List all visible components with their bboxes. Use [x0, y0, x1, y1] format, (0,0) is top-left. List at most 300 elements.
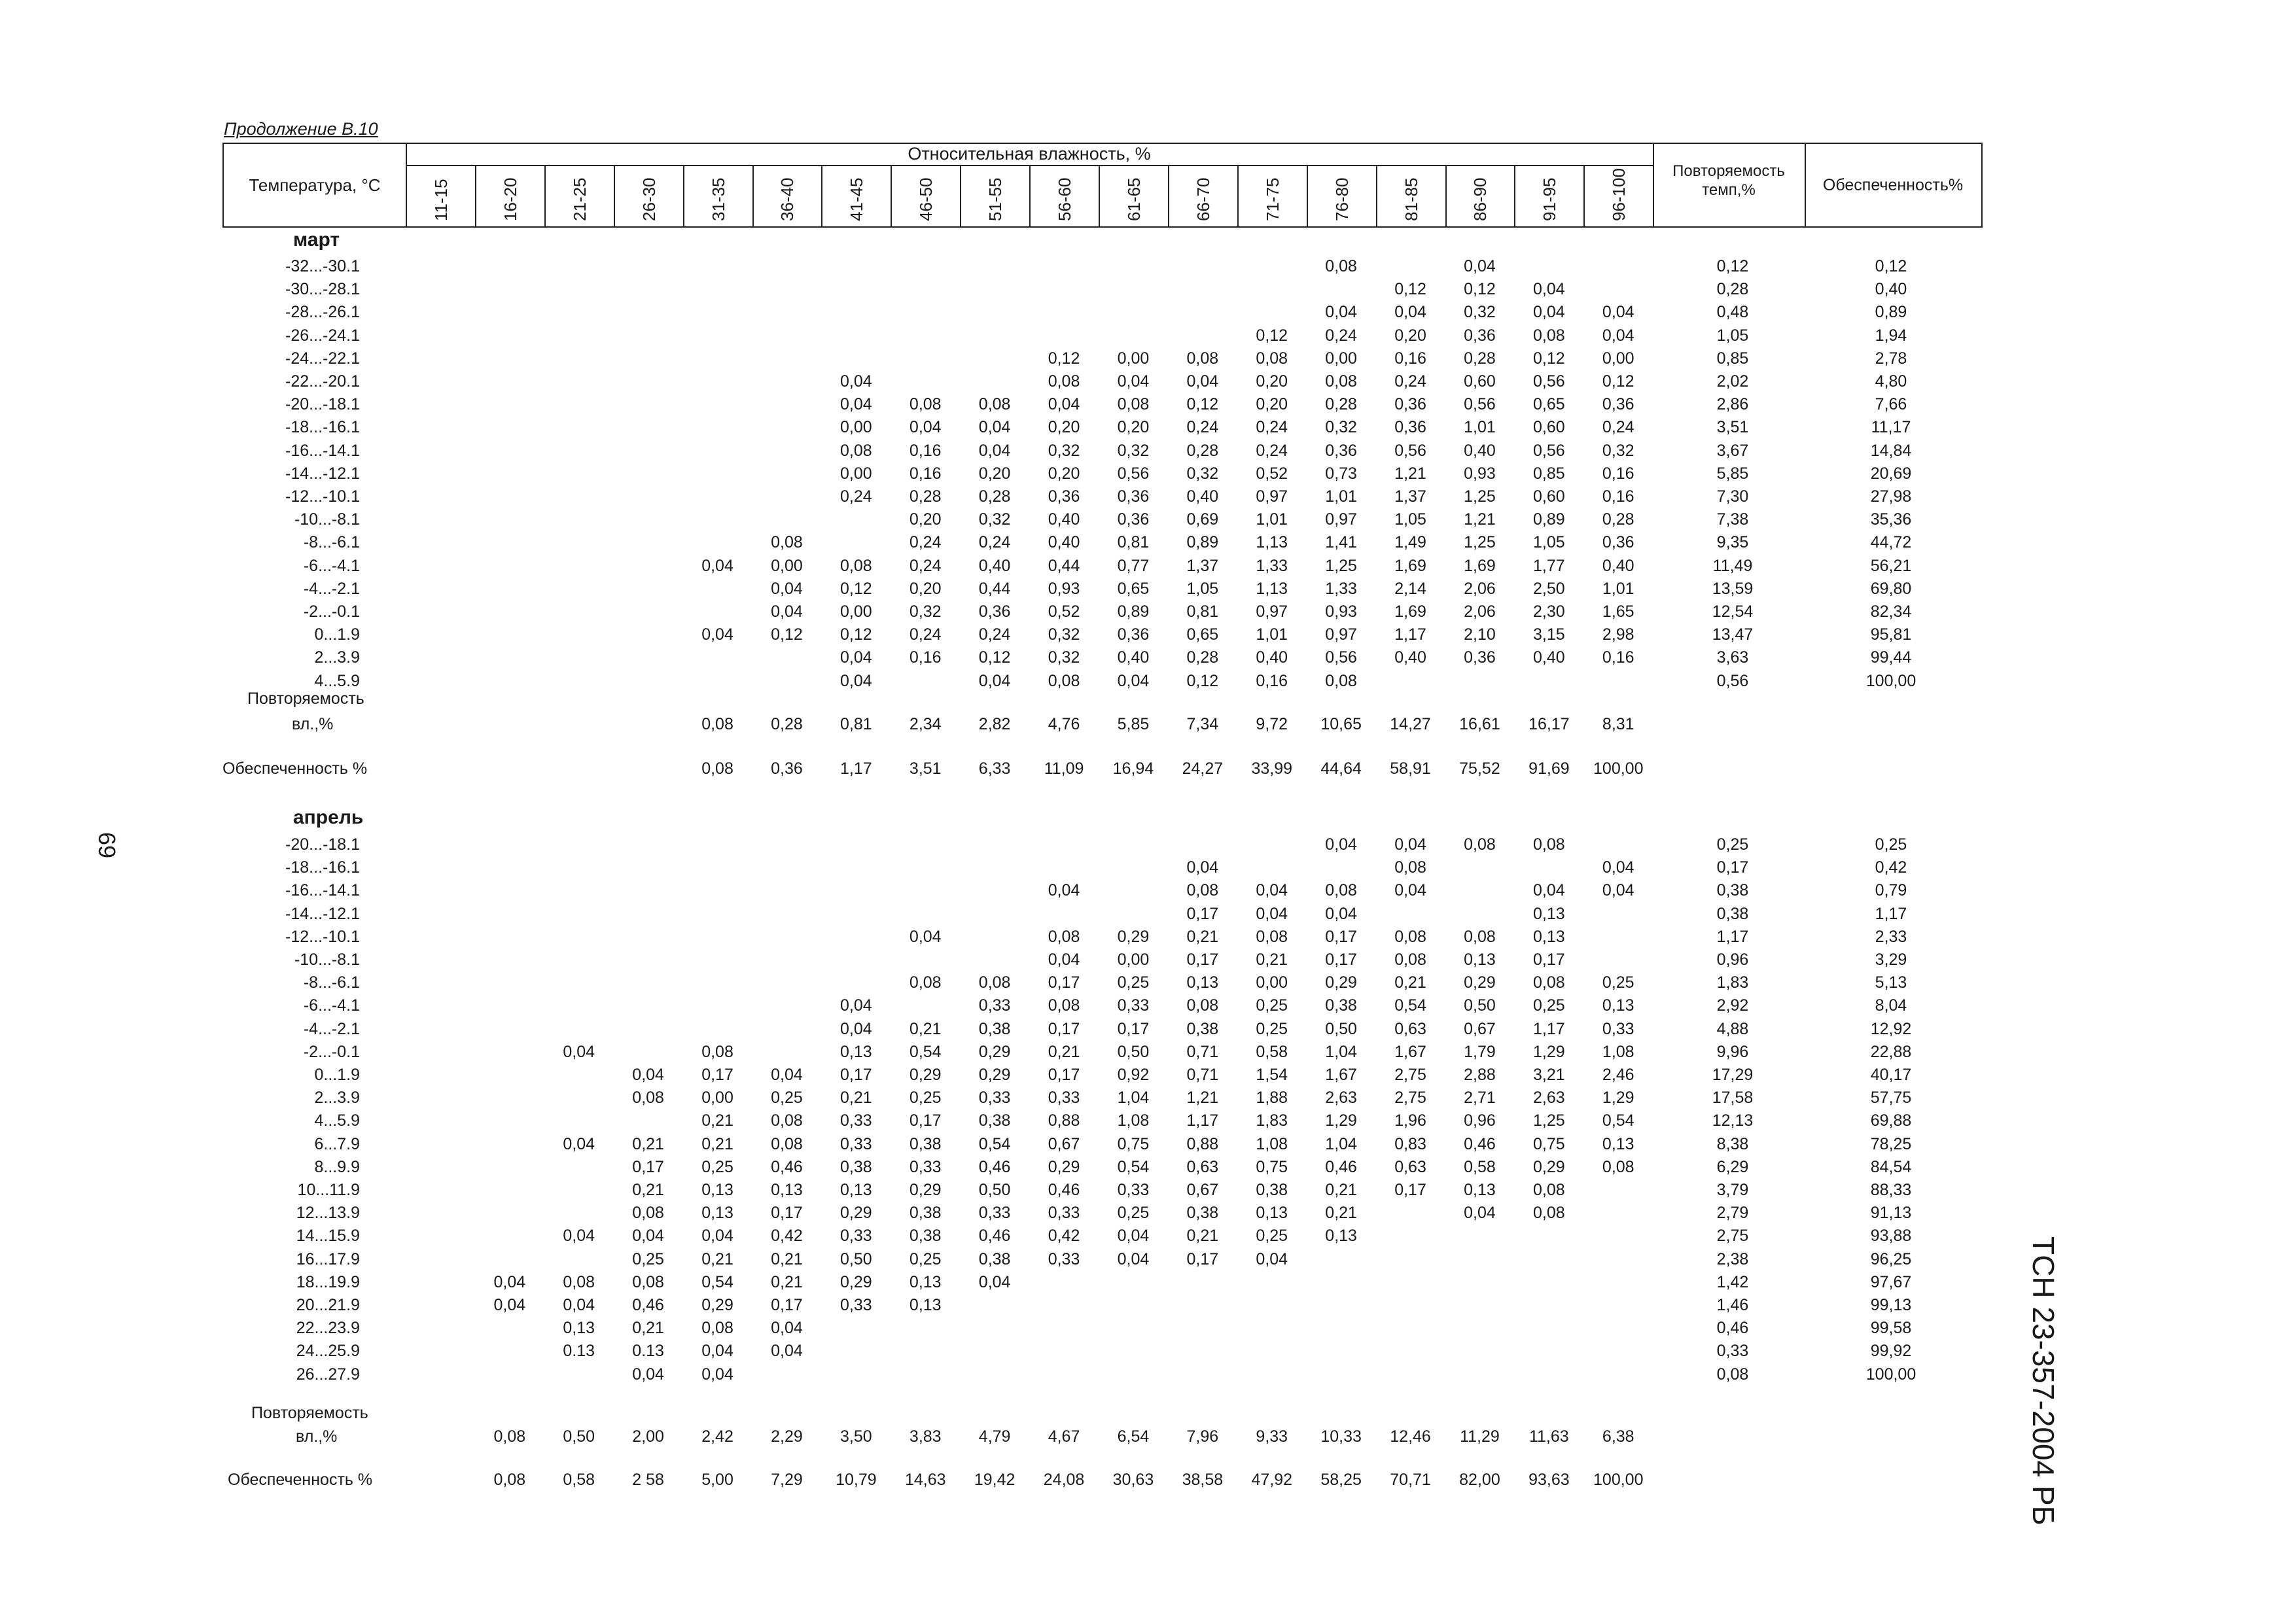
- row-temperature: -16...-14.1: [285, 441, 360, 460]
- table-cell: 0,20: [1117, 418, 1150, 437]
- coverage-value: 16,94: [1112, 759, 1154, 778]
- row-coverage: 99,13: [1870, 1296, 1912, 1314]
- row-coverage: 4,80: [1875, 372, 1907, 391]
- table-cell: 0,00: [771, 556, 803, 575]
- repeatability-value: 10,65: [1320, 715, 1362, 733]
- table-cell: 0,13: [909, 1296, 942, 1314]
- table-cell: 0,04: [1256, 904, 1288, 923]
- table-caption: Продолжение В.10: [224, 119, 378, 139]
- row-repeatability: 3,51: [1716, 418, 1749, 437]
- repeatability-value: 9,33: [1256, 1427, 1288, 1446]
- table-cell: 0,17: [632, 1157, 664, 1176]
- header-repeatability: [1653, 162, 1805, 200]
- table-cell: 0,17: [1186, 951, 1219, 969]
- table-cell: 0,54: [1117, 1157, 1150, 1176]
- repeatability-value: 0,08: [701, 715, 733, 733]
- table-cell: 1,49: [1394, 533, 1426, 552]
- table-cell: 0,13: [1533, 927, 1565, 946]
- table-cell: 0,50: [1464, 996, 1496, 1015]
- coverage-value: 0,36: [771, 759, 803, 778]
- table-cell: 0,20: [1256, 372, 1288, 391]
- repeatability-value: 16,61: [1459, 715, 1500, 733]
- table-cell: 0,38: [909, 1204, 942, 1223]
- table-cell: 0.13: [563, 1342, 595, 1361]
- table-cell: 0,65: [1186, 625, 1219, 644]
- row-coverage: 12,92: [1870, 1019, 1912, 1038]
- coverage-value: 19,42: [974, 1471, 1016, 1489]
- table-cell: 0,67: [1464, 1019, 1496, 1038]
- table-cell: 3,15: [1533, 625, 1565, 644]
- table-cell: 0,58: [1256, 1042, 1288, 1061]
- table-cell: 0,40: [1186, 487, 1219, 506]
- table-cell: 1,01: [1256, 625, 1288, 644]
- table-cell: 0,04: [1464, 257, 1496, 275]
- table-cell: 0,36: [1117, 487, 1150, 506]
- row-coverage: 8,04: [1875, 996, 1907, 1015]
- table-cell: 0,04: [632, 1227, 664, 1246]
- row-repeatability: 8,38: [1716, 1134, 1749, 1153]
- row-repeatability: 3,63: [1716, 648, 1749, 667]
- table-cell: 1,25: [1533, 1111, 1565, 1130]
- table-cell: 0,04: [1186, 858, 1219, 877]
- table-cell: 0,04: [1186, 372, 1219, 391]
- table-cell: 0,08: [1533, 835, 1565, 854]
- coverage-value: 3,51: [909, 759, 942, 778]
- table-cell: 0,13: [840, 1042, 872, 1061]
- table-cell: 0,46: [1464, 1134, 1496, 1153]
- row-repeatability: 7,38: [1716, 510, 1749, 529]
- table-cell: 0,33: [840, 1296, 872, 1314]
- table-cell: 0,38: [978, 1019, 1011, 1038]
- row-repeatability: 17,58: [1712, 1089, 1754, 1108]
- table-cell: 0,21: [1256, 951, 1288, 969]
- row-temperature: 4...5.9: [314, 1111, 360, 1130]
- row-temperature: -28...-26.1: [285, 303, 360, 322]
- table-cell: 0,29: [1533, 1157, 1565, 1176]
- row-temperature: 14...15.9: [296, 1227, 360, 1246]
- table-cell: 0,04: [1117, 1249, 1150, 1268]
- repeatability-value: 7,96: [1186, 1427, 1219, 1446]
- table-cell: 0,08: [1186, 349, 1219, 368]
- table-cell: 0,20: [1256, 395, 1288, 414]
- coverage-value: 58,25: [1320, 1471, 1362, 1489]
- table-cell: 0,13: [1325, 1227, 1357, 1246]
- row-temperature: 24...25.9: [296, 1342, 360, 1361]
- table-cell: 0,04: [563, 1134, 595, 1153]
- table-cell: 0,38: [1256, 1181, 1288, 1199]
- table-cell: 0,21: [1186, 1227, 1219, 1246]
- table-cell: 1,69: [1394, 556, 1426, 575]
- table-cell: 0,28: [1464, 349, 1496, 368]
- table-cell: 0,20: [1048, 464, 1080, 483]
- table-cell: 0,58: [1464, 1157, 1496, 1176]
- page-number: 69: [94, 832, 120, 859]
- table-cell: 0,29: [1325, 973, 1357, 992]
- table-cell: 0.13: [632, 1342, 664, 1361]
- table-cell: 0,81: [1117, 533, 1150, 552]
- row-coverage: 56,21: [1870, 556, 1912, 575]
- table-cell: 0,20: [978, 464, 1011, 483]
- repeatability-value: 6,38: [1602, 1427, 1634, 1446]
- table-cell: 0,04: [701, 556, 733, 575]
- table-cell: 0,17: [1117, 1019, 1150, 1038]
- row-coverage: 99,58: [1870, 1319, 1912, 1338]
- table-cell: 0,32: [1048, 648, 1080, 667]
- repeatability-value: 2,82: [978, 715, 1011, 733]
- table-cell: 2,63: [1533, 1089, 1565, 1108]
- row-temperature: 2...3.9: [314, 648, 360, 667]
- row-coverage: 0,79: [1875, 881, 1907, 900]
- row-temperature: -6...-4.1: [303, 556, 360, 575]
- table-cell: 0,16: [1602, 464, 1634, 483]
- repeatability-value: 2,34: [909, 715, 942, 733]
- table-cell: 0,21: [1325, 1204, 1357, 1223]
- table-cell: 0,04: [1325, 303, 1357, 322]
- table-cell: 0,17: [1394, 1181, 1426, 1199]
- table-cell: 1,25: [1325, 556, 1357, 575]
- table-cell: 0,21: [771, 1249, 803, 1268]
- table-cell: 2,46: [1602, 1066, 1634, 1084]
- coverage-value: 100,00: [1593, 759, 1644, 778]
- table-cell: 0,20: [909, 510, 942, 529]
- header-divider: [1514, 165, 1515, 228]
- header-temperature: Температура, °С: [249, 175, 381, 195]
- row-repeatability: 2,02: [1716, 372, 1749, 391]
- row-repeatability: 7,30: [1716, 487, 1749, 506]
- table-cell: 0,38: [840, 1157, 872, 1176]
- table-cell: 0,33: [909, 1157, 942, 1176]
- table-cell: 0,46: [632, 1296, 664, 1314]
- table-cell: 0,13: [840, 1181, 872, 1199]
- table-cell: 0,12: [1048, 349, 1080, 368]
- row-repeatability: 0,38: [1716, 881, 1749, 900]
- row-coverage: 5,13: [1875, 973, 1907, 992]
- row-temperature: -14...-12.1: [285, 464, 360, 483]
- table-cell: 0,33: [1048, 1249, 1080, 1268]
- row-temperature: -30...-28.1: [285, 280, 360, 299]
- row-temperature: -10...-8.1: [294, 510, 360, 529]
- table-cell: 0,00: [701, 1089, 733, 1108]
- table-cell: 0,88: [1048, 1111, 1080, 1130]
- table-cell: 0,93: [1325, 602, 1357, 621]
- table-cell: 0,04: [771, 602, 803, 621]
- document-code: ТСН 23-357-2004 РБ: [2026, 1236, 2060, 1526]
- row-temperature: 26...27.9: [296, 1365, 360, 1384]
- table-cell: 0,04: [493, 1272, 526, 1291]
- table-cell: 0,32: [1325, 418, 1357, 437]
- row-repeatability: 1,42: [1716, 1272, 1749, 1291]
- table-cell: 0,28: [1602, 510, 1634, 529]
- table-cell: 0,40: [978, 556, 1011, 575]
- table-cell: 0,04: [563, 1296, 595, 1314]
- table-cell: 0,17: [771, 1204, 803, 1223]
- table-cell: 1,37: [1394, 487, 1426, 506]
- table-cell: 0,32: [978, 510, 1011, 529]
- table-cell: 0,38: [909, 1134, 942, 1153]
- table-cell: 0,08: [1117, 395, 1150, 414]
- table-cell: 0,36: [1048, 487, 1080, 506]
- table-cell: 0,75: [1256, 1157, 1288, 1176]
- table-cell: 0,08: [978, 395, 1011, 414]
- table-cell: 2,88: [1464, 1066, 1496, 1084]
- repeatability-value: 3,83: [909, 1427, 942, 1446]
- header-divider: [1099, 165, 1100, 228]
- table-cell: 0,04: [493, 1296, 526, 1314]
- table-cell: 1,65: [1602, 602, 1634, 621]
- table-cell: 0,25: [1256, 996, 1288, 1015]
- header-col-16-20: 16-20: [500, 177, 520, 221]
- table-cell: 0,44: [978, 579, 1011, 598]
- table-cell: 0,16: [909, 441, 942, 460]
- table-cell: 0,04: [1325, 904, 1357, 923]
- table-cell: 0,00: [840, 464, 872, 483]
- table-cell: 1,83: [1256, 1111, 1288, 1130]
- table-cell: 0,08: [840, 556, 872, 575]
- table-cell: 0,21: [632, 1319, 664, 1338]
- header-col-61-65: 61-65: [1123, 177, 1144, 221]
- row-temperature: -12...-10.1: [285, 487, 360, 506]
- table-cell: 0,04: [1394, 881, 1426, 900]
- table-cell: 0,04: [563, 1227, 595, 1246]
- coverage-value: 1,17: [840, 759, 872, 778]
- table-cell: 0,08: [771, 1111, 803, 1130]
- row-temperature: -26...-24.1: [285, 326, 360, 345]
- repeatability-value: 2,29: [771, 1427, 803, 1446]
- table-cell: 0,32: [1117, 441, 1150, 460]
- header-divider: [475, 165, 476, 228]
- repeatability-value: 0,28: [771, 715, 803, 733]
- header-repeatability-label: Повторяемость темп,%: [1672, 162, 1785, 199]
- table-cell: 0,04: [1256, 1249, 1288, 1268]
- repeatability-value: 11,63: [1528, 1427, 1569, 1446]
- table-cell: 0,17: [1048, 1019, 1080, 1038]
- table-cell: 0,63: [1394, 1019, 1426, 1038]
- row-coverage: 44,72: [1870, 533, 1912, 552]
- table-cell: 0,16: [1394, 349, 1426, 368]
- row-repeatability: 1,05: [1716, 326, 1749, 345]
- table-cell: 0,38: [1186, 1204, 1219, 1223]
- row-repeatability: 1,17: [1716, 927, 1749, 946]
- table-cell: 0,40: [1048, 510, 1080, 529]
- table-cell: 0,73: [1325, 464, 1357, 483]
- row-repeatability: 2,86: [1716, 395, 1749, 414]
- table-cell: 0,24: [909, 533, 942, 552]
- coverage-value: 24,27: [1182, 759, 1224, 778]
- table-cell: 0,17: [1048, 1066, 1080, 1084]
- repeatability-value: 10,33: [1320, 1427, 1362, 1446]
- table-cell: 0,12: [978, 648, 1011, 667]
- row-temperature: -24...-22.1: [285, 349, 360, 368]
- table-cell: 0,04: [1533, 881, 1565, 900]
- row-coverage: 14,84: [1870, 441, 1912, 460]
- table-cell: 0,12: [1533, 349, 1565, 368]
- table-cell: 0,08: [1048, 372, 1080, 391]
- table-cell: 0,54: [978, 1134, 1011, 1153]
- table-cell: 0,29: [1048, 1157, 1080, 1176]
- table-cell: 0,12: [1186, 395, 1219, 414]
- table-cell: 0,28: [1186, 441, 1219, 460]
- coverage-value: 82,00: [1459, 1471, 1500, 1489]
- table-cell: 0,04: [1533, 280, 1565, 299]
- table-cell: 0,24: [1394, 372, 1426, 391]
- header-divider: [891, 165, 892, 228]
- table-cell: 0,04: [632, 1365, 664, 1384]
- repeatability-value: 4,76: [1048, 715, 1080, 733]
- table-cell: 0,29: [978, 1066, 1011, 1084]
- table-cell: 0,04: [1256, 881, 1288, 900]
- table-cell: 1,04: [1117, 1089, 1150, 1108]
- repeatability-unit: вл.,%: [296, 1427, 338, 1446]
- table-cell: 0,25: [632, 1249, 664, 1268]
- table-cell: 0,04: [1464, 1204, 1496, 1223]
- table-cell: 0,04: [632, 1066, 664, 1084]
- table-cell: 0,28: [1325, 395, 1357, 414]
- table-cell: 0,00: [1117, 349, 1150, 368]
- repeatability-value: 12,46: [1390, 1427, 1431, 1446]
- table-cell: 0,93: [1464, 464, 1496, 483]
- row-coverage: 88,33: [1870, 1181, 1912, 1199]
- header-divider: [1445, 165, 1447, 228]
- table-cell: 0,13: [1533, 904, 1565, 923]
- row-repeatability: 9,96: [1716, 1042, 1749, 1061]
- table-cell: 0,29: [1117, 927, 1150, 946]
- table-cell: 0,93: [1048, 579, 1080, 598]
- table-cell: 0,08: [1464, 835, 1496, 854]
- month-heading: апрель: [293, 807, 364, 828]
- table-cell: 2,71: [1464, 1089, 1496, 1108]
- table-cell: 0,24: [1602, 418, 1634, 437]
- row-coverage: 57,75: [1870, 1089, 1912, 1108]
- table-cell: 0,21: [1394, 973, 1426, 992]
- table-cell: 1,33: [1325, 579, 1357, 598]
- table-cell: 0,04: [701, 1227, 733, 1246]
- table-cell: 1,08: [1256, 1134, 1288, 1153]
- table-cell: 0,08: [1602, 1157, 1634, 1176]
- table-cell: 0,38: [909, 1227, 942, 1246]
- table-cell: 0,33: [1048, 1204, 1080, 1223]
- table-cell: 1,77: [1533, 556, 1565, 575]
- table-cell: 0,17: [840, 1066, 872, 1084]
- table-cell: 0,21: [1325, 1181, 1357, 1199]
- row-temperature: 0...1.9: [314, 1066, 360, 1084]
- coverage-value: 24,08: [1043, 1471, 1085, 1489]
- row-coverage: 3,29: [1875, 951, 1907, 969]
- table-cell: 1,33: [1256, 556, 1288, 575]
- table-cell: 1,08: [1117, 1111, 1150, 1130]
- row-repeatability: 0,08: [1716, 1365, 1749, 1384]
- table-cell: 0,81: [1186, 602, 1219, 621]
- table-cell: 0,08: [1394, 858, 1426, 877]
- repeatability-value: 5,85: [1117, 715, 1150, 733]
- table-cell: 0,29: [701, 1296, 733, 1314]
- row-coverage: 20,69: [1870, 464, 1912, 483]
- row-temperature: -8...-6.1: [303, 533, 360, 552]
- row-temperature: -6...-4.1: [303, 996, 360, 1015]
- table-cell: 1,08: [1602, 1042, 1634, 1061]
- coverage-value: 14,63: [904, 1471, 946, 1489]
- table-cell: 0,08: [1464, 927, 1496, 946]
- table-cell: 0,38: [1325, 996, 1357, 1015]
- table-cell: 1,25: [1464, 533, 1496, 552]
- row-coverage: 35,36: [1870, 510, 1912, 529]
- header-col-76-80: 76-80: [1332, 177, 1352, 221]
- table-cell: 0,12: [1602, 372, 1634, 391]
- table-cell: 1,29: [1533, 1042, 1565, 1061]
- row-repeatability: 6,29: [1716, 1157, 1749, 1176]
- table-cell: 0,04: [1602, 326, 1634, 345]
- table-cell: 0,25: [701, 1157, 733, 1176]
- row-repeatability: 0,85: [1716, 349, 1749, 368]
- table-cell: 0,42: [771, 1227, 803, 1246]
- row-repeatability: 12,13: [1712, 1111, 1754, 1130]
- table-cell: 0,00: [1602, 349, 1634, 368]
- table-cell: 0,04: [978, 418, 1011, 437]
- table-cell: 2,98: [1602, 625, 1634, 644]
- table-cell: 0,21: [701, 1111, 733, 1130]
- row-temperature: -10...-8.1: [294, 951, 360, 969]
- table-cell: 0,16: [1602, 648, 1634, 667]
- header-col-36-40: 36-40: [777, 177, 798, 221]
- header-col-26-30: 26-30: [639, 177, 659, 221]
- header-divider: [1237, 165, 1239, 228]
- coverage-value: 58,91: [1390, 759, 1431, 778]
- row-temperature: -2...-0.1: [303, 602, 360, 621]
- table-cell: 1,04: [1325, 1134, 1357, 1153]
- row-temperature: -20...-18.1: [285, 395, 360, 414]
- table-cell: 0,21: [1186, 927, 1219, 946]
- table-cell: 0,04: [840, 372, 872, 391]
- table-cell: 0,67: [1048, 1134, 1080, 1153]
- table-cell: 1,88: [1256, 1089, 1288, 1108]
- table-cell: 1,21: [1464, 510, 1496, 529]
- table-cell: 0,08: [701, 1319, 733, 1338]
- table-cell: 0,71: [1186, 1066, 1219, 1084]
- coverage-value: 33,99: [1251, 759, 1293, 778]
- table-cell: 0,36: [978, 602, 1011, 621]
- row-temperature: 18...19.9: [296, 1272, 360, 1291]
- row-temperature: -4...-2.1: [303, 579, 360, 598]
- header-col-56-60: 56-60: [1055, 177, 1075, 221]
- table-cell: 0,08: [563, 1272, 595, 1291]
- table-cell: 0,12: [1394, 280, 1426, 299]
- table-cell: 0,32: [1048, 625, 1080, 644]
- table-cell: 0,75: [1117, 1134, 1150, 1153]
- table-cell: 1,13: [1256, 533, 1288, 552]
- table-cell: 0,29: [840, 1204, 872, 1223]
- table-cell: 0,56: [1117, 464, 1150, 483]
- table-cell: 0,04: [840, 648, 872, 667]
- table-cell: 0,21: [909, 1019, 942, 1038]
- table-cell: 0,32: [909, 602, 942, 621]
- table-cell: 0,36: [1325, 441, 1357, 460]
- table-cell: 0,13: [1464, 951, 1496, 969]
- table-cell: 2,14: [1394, 579, 1426, 598]
- table-cell: 2,06: [1464, 602, 1496, 621]
- table-cell: 0,32: [1464, 303, 1496, 322]
- coverage-value: 93,63: [1528, 1471, 1570, 1489]
- row-coverage: 99,44: [1870, 648, 1912, 667]
- table-cell: 0,40: [1048, 533, 1080, 552]
- table-cell: 0,33: [840, 1227, 872, 1246]
- table-cell: 0,44: [1048, 556, 1080, 575]
- table-cell: 0,04: [1048, 395, 1080, 414]
- table-cell: 0,63: [1186, 1157, 1219, 1176]
- table-cell: 0,89: [1533, 510, 1565, 529]
- header-col-86-90: 86-90: [1470, 177, 1491, 221]
- table-cell: 0,17: [1048, 973, 1080, 992]
- row-coverage: 100,00: [1865, 671, 1916, 690]
- row-coverage: 84,54: [1870, 1157, 1912, 1176]
